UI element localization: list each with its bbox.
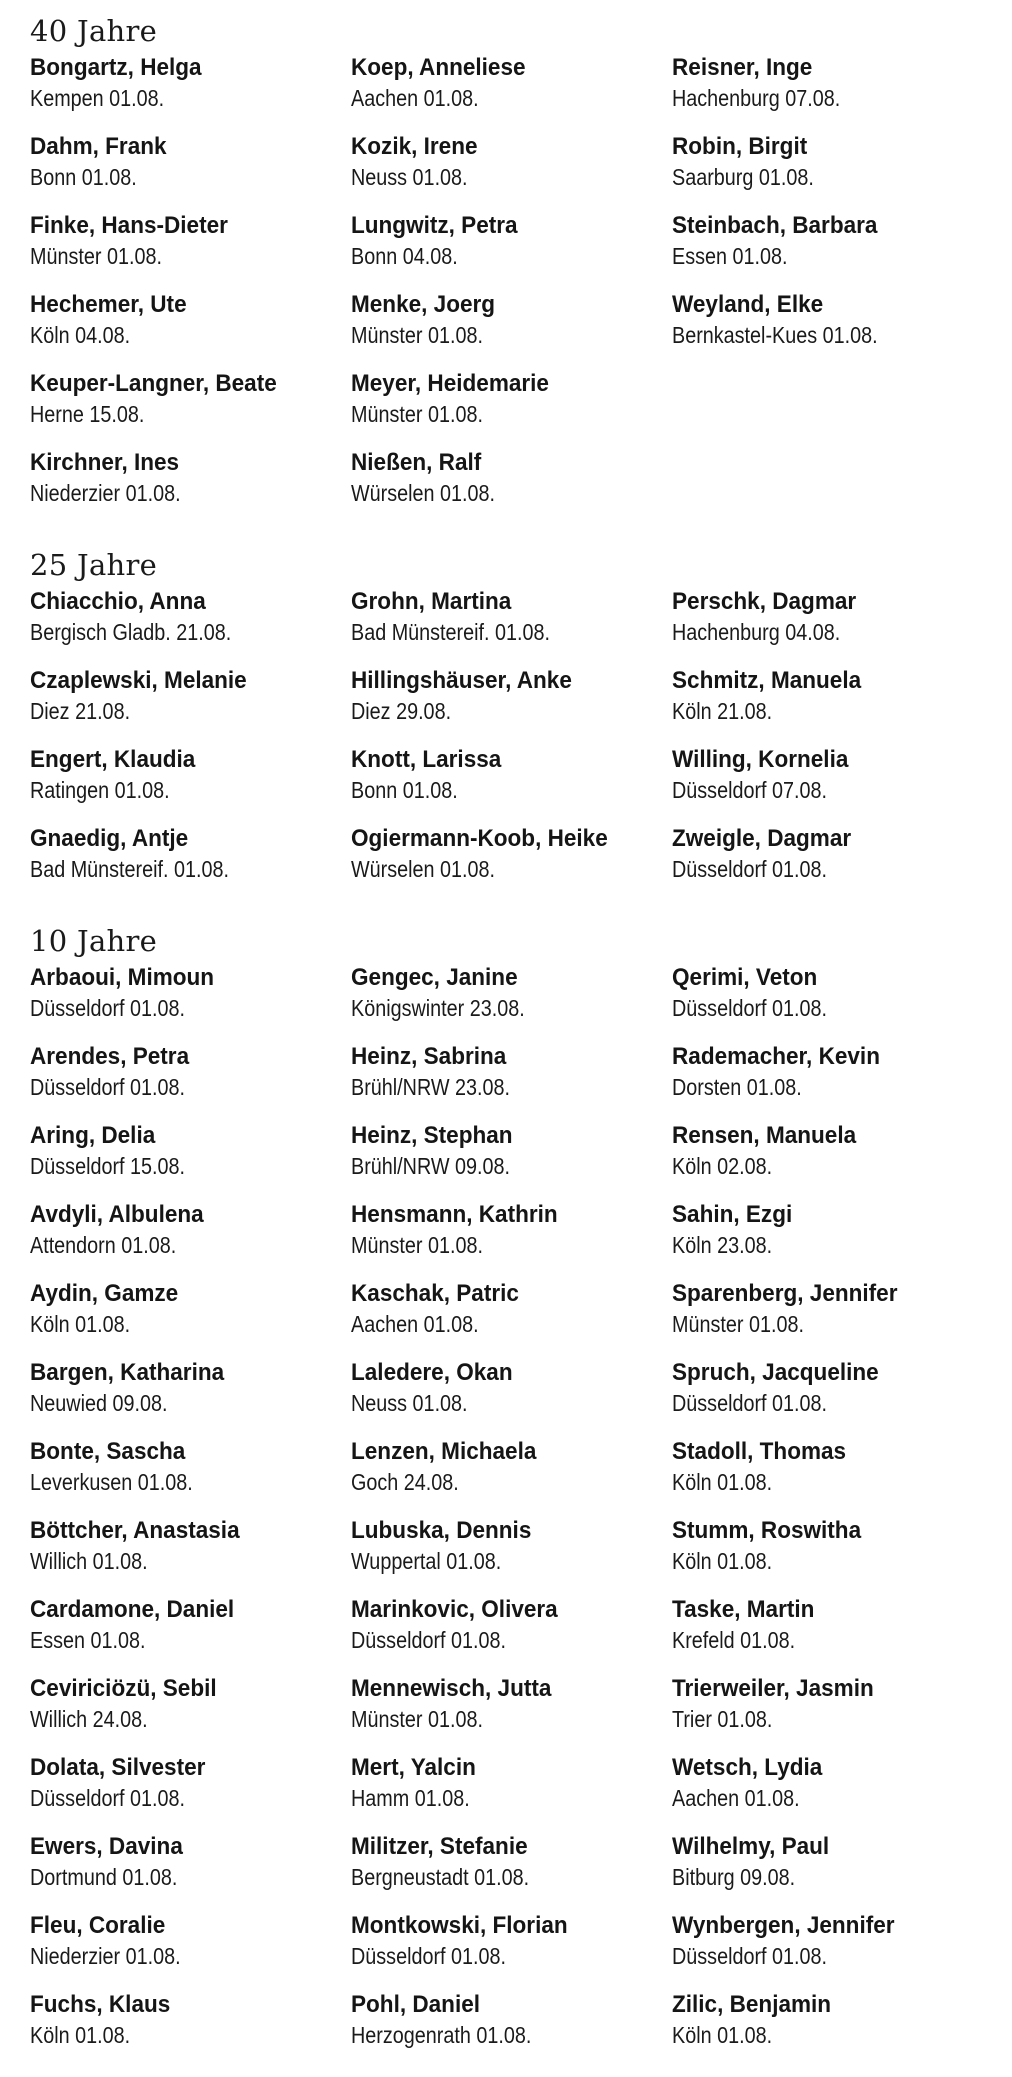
place-date: Trier 01.08. <box>672 1706 773 1732</box>
person-name: Lungwitz, Petra <box>351 212 518 239</box>
list-item <box>672 52 993 131</box>
list-item <box>30 744 351 823</box>
person-name: Nießen, Ralf <box>351 449 482 476</box>
person-name: Schmitz, Manuela <box>672 667 862 694</box>
person-name: Fuchs, Klaus <box>30 1991 171 2018</box>
place-date: Köln 02.08. <box>672 1153 773 1179</box>
person-name: Kirchner, Ines <box>30 449 180 476</box>
person-name: Trierweiler, Jasmin <box>672 1675 874 1702</box>
place-date: Bergisch Gladb. 21.08. <box>30 619 232 645</box>
list-item <box>672 586 993 665</box>
place-date: Köln 01.08. <box>30 2022 131 2048</box>
place-date: Köln 01.08. <box>672 1469 773 1495</box>
list-item <box>30 586 351 665</box>
person-name: Engert, Klaudia <box>30 746 196 773</box>
place-date: Dortmund 01.08. <box>30 1864 178 1890</box>
person-name: Willing, Kornelia <box>672 746 849 773</box>
place-date: Köln 23.08. <box>672 1232 773 1258</box>
person-name: Bonte, Sascha <box>30 1438 186 1465</box>
list-item <box>30 289 351 368</box>
person-name: Aydin, Gamze <box>30 1280 179 1307</box>
list-item <box>672 1041 993 1120</box>
place-date: Königswinter 23.08. <box>351 995 525 1021</box>
person-name: Kozik, Irene <box>351 133 478 160</box>
list-item <box>30 1278 351 1357</box>
section-10-jahre <box>30 910 1000 2070</box>
list-item <box>351 1436 672 1515</box>
place-date: Köln 01.08. <box>672 2022 773 2048</box>
place-date: Bitburg 09.08. <box>672 1864 796 1890</box>
person-name: Marinkovic, Olivera <box>351 1596 558 1623</box>
person-name: Heinz, Sabrina <box>351 1043 507 1070</box>
person-name: Laledere, Okan <box>351 1359 513 1386</box>
entries-grid <box>30 586 1000 902</box>
place-date: Willich 24.08. <box>30 1706 148 1732</box>
place-date: Hamm 01.08. <box>351 1785 470 1811</box>
person-name: Ewers, Davina <box>30 1833 183 1860</box>
person-name: Perschk, Dagmar <box>672 588 857 615</box>
place-date: Bonn 04.08. <box>351 243 458 269</box>
place-date: Köln 21.08. <box>672 698 773 724</box>
person-name: Menke, Joerg <box>351 291 496 318</box>
person-name: Stumm, Roswitha <box>672 1517 862 1544</box>
person-name: Militzer, Stefanie <box>351 1833 528 1860</box>
person-name: Spruch, Jacqueline <box>672 1359 879 1386</box>
list-item <box>30 665 351 744</box>
place-date: Münster 01.08. <box>672 1311 804 1337</box>
place-date: Düsseldorf 01.08. <box>672 995 828 1021</box>
person-name: Taske, Martin <box>672 1596 815 1623</box>
place-date: Hachenburg 04.08. <box>672 619 841 645</box>
list-item <box>30 1436 351 1515</box>
person-name: Grohn, Martina <box>351 588 512 615</box>
person-name: Aring, Delia <box>30 1122 156 1149</box>
place-date: Münster 01.08. <box>30 243 162 269</box>
place-date: Niederzier 01.08. <box>30 1943 181 1969</box>
place-date: Bad Münstereif. 01.08. <box>30 856 230 882</box>
list-item <box>672 1436 993 1515</box>
list-item <box>672 1673 993 1752</box>
person-name: Robin, Birgit <box>672 133 808 160</box>
place-date: Diez 21.08. <box>30 698 131 724</box>
list-item <box>351 447 672 526</box>
person-name: Keuper-Langner, Beate <box>30 370 277 397</box>
place-date: Willich 01.08. <box>30 1548 148 1574</box>
list-item <box>351 368 672 447</box>
place-date: Münster 01.08. <box>351 322 483 348</box>
place-date: Würselen 01.08. <box>351 480 496 506</box>
place-date: Leverkusen 01.08. <box>30 1469 193 1495</box>
place-date: Niederzier 01.08. <box>30 480 181 506</box>
person-name: Montkowski, Florian <box>351 1912 568 1939</box>
place-date: Essen 01.08. <box>30 1627 146 1653</box>
list-item <box>351 1989 672 2068</box>
place-date: Düsseldorf 01.08. <box>351 1627 507 1653</box>
list-item <box>30 1831 351 1910</box>
person-name: Steinbach, Barbara <box>672 212 878 239</box>
place-date: Düsseldorf 01.08. <box>351 1943 507 1969</box>
person-name: Reisner, Inge <box>672 54 813 81</box>
place-date: Attendorn 01.08. <box>30 1232 177 1258</box>
place-date: Goch 24.08. <box>351 1469 459 1495</box>
list-item <box>672 1831 993 1910</box>
list-item <box>30 1673 351 1752</box>
place-date: Herzogenrath 01.08. <box>351 2022 532 2048</box>
list-item <box>351 1120 672 1199</box>
place-date: Krefeld 01.08. <box>672 1627 796 1653</box>
list-item <box>351 1357 672 1436</box>
list-item <box>30 1752 351 1831</box>
list-item <box>30 1989 351 2068</box>
section-40-jahre <box>30 0 1000 534</box>
list-item <box>30 1357 351 1436</box>
list-item <box>30 1594 351 1673</box>
person-name: Bongartz, Helga <box>30 54 202 81</box>
person-name: Avdyli, Albulena <box>30 1201 204 1228</box>
section-title: 10 Jahre <box>30 924 158 958</box>
list-item <box>30 447 351 526</box>
person-name: Rensen, Manuela <box>672 1122 857 1149</box>
place-date: Bonn 01.08. <box>351 777 458 803</box>
list-item <box>351 1831 672 1910</box>
list-item <box>351 823 672 902</box>
person-name: Hensmann, Kathrin <box>351 1201 558 1228</box>
section-25-jahre <box>30 534 1000 910</box>
list-item <box>672 289 993 368</box>
person-name: Sahin, Ezgi <box>672 1201 793 1228</box>
list-item <box>351 289 672 368</box>
list-item <box>672 1752 993 1831</box>
place-date: Würselen 01.08. <box>351 856 496 882</box>
entries-grid <box>30 52 1000 526</box>
list-item <box>351 1594 672 1673</box>
list-item <box>672 131 993 210</box>
section-title: 40 Jahre <box>30 14 158 48</box>
place-date: Kempen 01.08. <box>30 85 165 111</box>
person-name: Zilic, Benjamin <box>672 1991 832 2018</box>
person-name: Meyer, Heidemarie <box>351 370 549 397</box>
person-name: Lenzen, Michaela <box>351 1438 537 1465</box>
person-name: Böttcher, Anastasia <box>30 1517 240 1544</box>
list-item <box>672 1910 993 1989</box>
list-item <box>351 52 672 131</box>
place-date: Saarburg 01.08. <box>672 164 814 190</box>
place-date: Düsseldorf 01.08. <box>672 856 828 882</box>
place-date: Köln 01.08. <box>672 1548 773 1574</box>
place-date: Aachen 01.08. <box>672 1785 800 1811</box>
person-name: Finke, Hans-Dieter <box>30 212 228 239</box>
place-date: Münster 01.08. <box>351 1706 483 1732</box>
place-date: Bernkastel-Kues 01.08. <box>672 322 878 348</box>
list-item <box>351 1278 672 1357</box>
person-name: Dahm, Frank <box>30 133 167 160</box>
person-name: Ogiermann-Koob, Heike <box>351 825 608 852</box>
list-item <box>672 665 993 744</box>
list-item <box>672 744 993 823</box>
person-name: Mert, Yalcin <box>351 1754 476 1781</box>
place-date: Bad Münstereif. 01.08. <box>351 619 551 645</box>
person-name: Fleu, Coralie <box>30 1912 166 1939</box>
list-item <box>30 1120 351 1199</box>
place-date: Bonn 01.08. <box>30 164 137 190</box>
place-date: Düsseldorf 01.08. <box>30 1785 186 1811</box>
list-item <box>672 1357 993 1436</box>
place-date: Münster 01.08. <box>351 1232 483 1258</box>
person-name: Gnaedig, Antje <box>30 825 189 852</box>
place-date: Köln 01.08. <box>30 1311 131 1337</box>
person-name: Rademacher, Kevin <box>672 1043 880 1070</box>
place-date: Aachen 01.08. <box>351 1311 479 1337</box>
list-item <box>351 744 672 823</box>
person-name: Wetsch, Lydia <box>672 1754 823 1781</box>
list-item <box>351 1752 672 1831</box>
person-name: Arbaoui, Mimoun <box>30 964 215 991</box>
section-title: 25 Jahre <box>30 548 158 582</box>
list-item <box>672 1989 993 2068</box>
list-item <box>30 823 351 902</box>
person-name: Czaplewski, Melanie <box>30 667 247 694</box>
person-name: Sparenberg, Jennifer <box>672 1280 898 1307</box>
list-item <box>30 1910 351 1989</box>
person-name: Stadoll, Thomas <box>672 1438 847 1465</box>
person-name: Heinz, Stephan <box>351 1122 513 1149</box>
list-item <box>351 1673 672 1752</box>
place-date: Bergneustadt 01.08. <box>351 1864 530 1890</box>
list-item <box>672 1120 993 1199</box>
person-name: Gengec, Janine <box>351 964 518 991</box>
list-item <box>351 586 672 665</box>
place-date: Essen 01.08. <box>672 243 788 269</box>
place-date: Ratingen 01.08. <box>30 777 170 803</box>
place-date: Brühl/NRW 23.08. <box>351 1074 511 1100</box>
place-date: Herne 15.08. <box>30 401 145 427</box>
anniversary-list-page <box>30 0 1000 2070</box>
place-date: Münster 01.08. <box>351 401 483 427</box>
place-date: Düsseldorf 01.08. <box>30 995 186 1021</box>
list-item <box>30 368 351 447</box>
list-item <box>672 1199 993 1278</box>
place-date: Neuss 01.08. <box>351 164 468 190</box>
list-item <box>30 131 351 210</box>
place-date: Hachenburg 07.08. <box>672 85 841 111</box>
list-item <box>30 1041 351 1120</box>
place-date: Köln 04.08. <box>30 322 131 348</box>
list-item <box>30 52 351 131</box>
place-date: Düsseldorf 01.08. <box>672 1943 828 1969</box>
person-name: Wilhelmy, Paul <box>672 1833 830 1860</box>
place-date: Brühl/NRW 09.08. <box>351 1153 511 1179</box>
list-item <box>672 823 993 902</box>
place-date: Diez 29.08. <box>351 698 452 724</box>
place-date: Aachen 01.08. <box>351 85 479 111</box>
list-item <box>351 665 672 744</box>
place-date: Neuwied 09.08. <box>30 1390 168 1416</box>
person-name: Bargen, Katharina <box>30 1359 225 1386</box>
person-name: Dolata, Silvester <box>30 1754 206 1781</box>
place-date: Wuppertal 01.08. <box>351 1548 502 1574</box>
list-item <box>351 1199 672 1278</box>
person-name: Cardamone, Daniel <box>30 1596 235 1623</box>
place-date: Düsseldorf 15.08. <box>30 1153 186 1179</box>
person-name: Arendes, Petra <box>30 1043 190 1070</box>
place-date: Düsseldorf 01.08. <box>30 1074 186 1100</box>
entries-grid <box>30 962 1000 2068</box>
list-item <box>351 1041 672 1120</box>
list-item <box>672 1515 993 1594</box>
list-item <box>672 1594 993 1673</box>
person-name: Hillingshäuser, Anke <box>351 667 572 694</box>
place-date: Neuss 01.08. <box>351 1390 468 1416</box>
person-name: Lubuska, Dennis <box>351 1517 532 1544</box>
person-name: Mennewisch, Jutta <box>351 1675 552 1702</box>
person-name: Kaschak, Patric <box>351 1280 519 1307</box>
place-date: Dorsten 01.08. <box>672 1074 802 1100</box>
list-item <box>30 962 351 1041</box>
person-name: Wynbergen, Jennifer <box>672 1912 895 1939</box>
person-name: Pohl, Daniel <box>351 1991 481 2018</box>
list-item <box>30 1199 351 1278</box>
person-name: Zweigle, Dagmar <box>672 825 852 852</box>
list-item <box>351 1515 672 1594</box>
list-item <box>30 210 351 289</box>
person-name: Chiacchio, Anna <box>30 588 206 615</box>
list-item <box>672 962 993 1041</box>
list-item <box>30 1515 351 1594</box>
list-item <box>351 962 672 1041</box>
person-name: Hechemer, Ute <box>30 291 187 318</box>
list-item <box>672 210 993 289</box>
list-item <box>351 131 672 210</box>
list-item <box>351 210 672 289</box>
person-name: Weyland, Elke <box>672 291 824 318</box>
place-date: Düsseldorf 07.08. <box>672 777 828 803</box>
person-name: Ceviriciözü, Sebil <box>30 1675 217 1702</box>
person-name: Knott, Larissa <box>351 746 502 773</box>
list-item <box>672 1278 993 1357</box>
person-name: Qerimi, Veton <box>672 964 818 991</box>
place-date: Düsseldorf 01.08. <box>672 1390 828 1416</box>
person-name: Koep, Anneliese <box>351 54 526 81</box>
list-item <box>351 1910 672 1989</box>
